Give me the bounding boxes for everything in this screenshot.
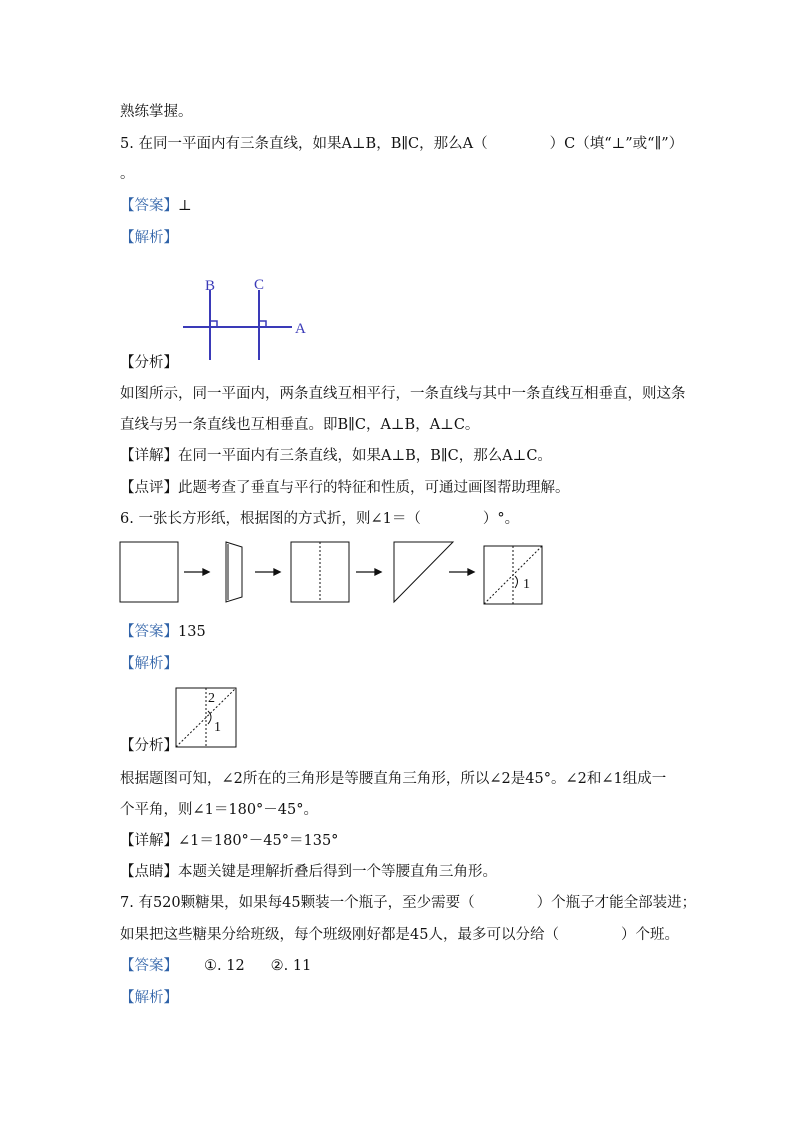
label-c: C bbox=[254, 277, 265, 293]
jiexi-line: 【解析】 bbox=[120, 230, 178, 246]
fenxi-text: 如图所示，同一平面内，两条直线互相平行，一条直线与其中一条直线互相垂直，则这条 bbox=[120, 386, 686, 402]
question-6: 6. 一张长方形纸，根据图的方式折，则∠1＝（ ）°。 bbox=[120, 511, 520, 527]
label-a: A bbox=[295, 321, 306, 337]
text-line: 熟练掌握。 bbox=[120, 104, 193, 120]
question-5: 5. 在同一平面内有三条直线，如果A⊥B，B∥C，那么A（ ）C（填“⊥”或“∥”） bbox=[120, 136, 684, 152]
label-b: B bbox=[205, 278, 216, 294]
answer-line: 【答案】 ①. 12 ②. 11 bbox=[120, 958, 312, 974]
question-7-cont: 如果把这些糖果分给班级，每个班级刚好都是45人，最多可以分给（ ）个班。 bbox=[120, 927, 679, 943]
angle-figure bbox=[175, 687, 239, 749]
perpendicular-figure bbox=[175, 270, 320, 362]
dianping-line: 【点评】此题考查了垂直与平行的特征和性质，可通过画图帮助理解。 bbox=[120, 480, 570, 496]
fenxi-text: 根据题图可知，∠2所在的三角形是等腰直角三角形，所以∠2是45°。∠2和∠1组成一 bbox=[120, 771, 667, 787]
jiexi-line: 【解析】 bbox=[120, 990, 178, 1006]
question-5-cont: 。 bbox=[120, 166, 135, 182]
fenxi-text: 个平角，则∠1＝180°－45°。 bbox=[120, 802, 319, 818]
fenxi-text: 直线与另一条直线也互相垂直。即B∥C，A⊥B，A⊥C。 bbox=[120, 417, 480, 433]
answer-tag: 【答案】 bbox=[120, 198, 178, 214]
xiangjie-line: 【详解】∠1＝180°－45°＝135° bbox=[120, 833, 339, 849]
folding-figure bbox=[118, 537, 548, 607]
jiexi-line: 【解析】 bbox=[120, 656, 178, 672]
answer-line bbox=[120, 196, 192, 216]
fenxi-tag: 【分析】 bbox=[120, 738, 178, 754]
answer-value: ⊥ bbox=[178, 198, 192, 214]
angle-2-label: 2 bbox=[208, 691, 215, 706]
angle-1-label: 1 bbox=[214, 720, 221, 735]
question-7: 7. 有520颗糖果，如果每45颗装一个瓶子，至少需要（ ）个瓶子才能全部装进； bbox=[120, 895, 697, 911]
dianjing-line: 【点睛】本题关键是理解折叠后得到一个等腰直角三角形。 bbox=[120, 864, 497, 880]
answer-line: 【答案】135 bbox=[120, 624, 206, 640]
fenxi-tag: 【分析】 bbox=[120, 355, 178, 371]
xiangjie-line: 【详解】在同一平面内有三条直线，如果A⊥B，B∥C，那么A⊥C。 bbox=[120, 448, 552, 464]
angle-1-label: 1 bbox=[523, 577, 530, 592]
